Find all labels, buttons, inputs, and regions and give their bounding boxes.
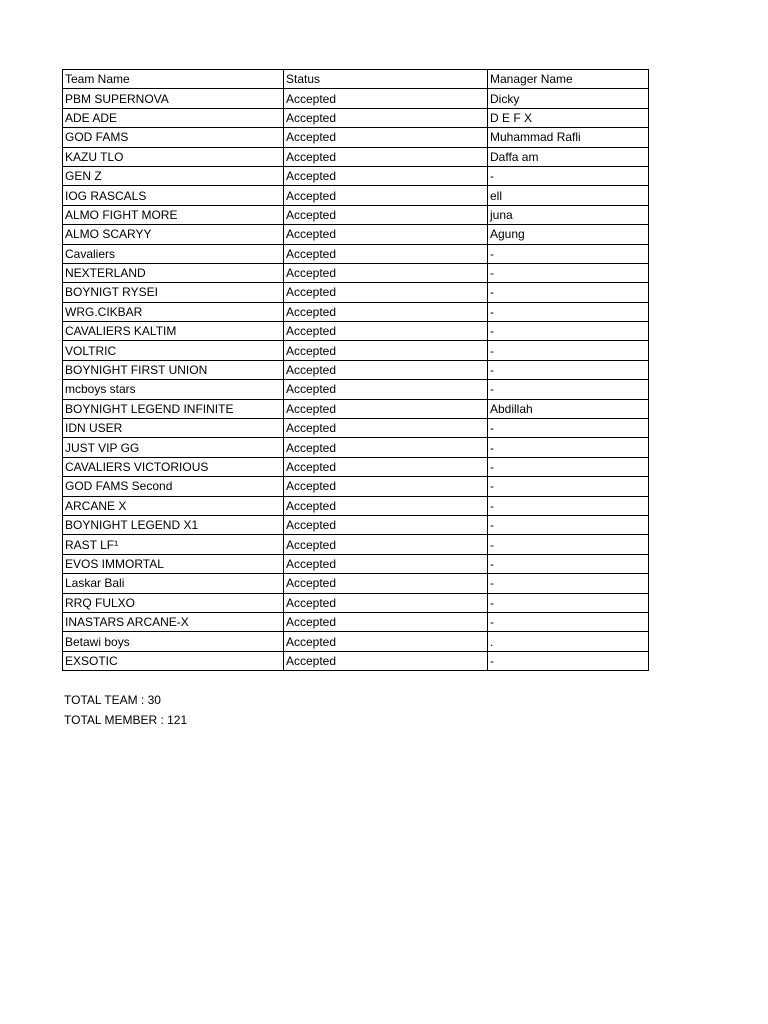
table-row [63,89,649,108]
manager-name-cell: - [488,457,649,476]
table-row [63,399,649,418]
status-cell: Accepted [284,457,488,476]
manager-name-cell: - [488,419,649,438]
table-row [63,205,649,224]
status-cell: Accepted [284,496,488,515]
status-cell: Accepted [284,302,488,321]
status-cell: Accepted [284,89,488,108]
team-name-cell: GEN Z [63,166,284,185]
team-name-cell: GOD FAMS Second [63,477,284,496]
team-name-cell: IOG RASCALS [63,186,284,205]
manager-name-cell: - [488,341,649,360]
status-cell: Accepted [284,147,488,166]
manager-name-cell: D E F X [488,108,649,127]
status-cell: Accepted [284,419,488,438]
team-name-cell: ALMO FIGHT MORE [63,205,284,224]
table-row [63,322,649,341]
manager-name-cell: - [488,554,649,573]
table-row [63,283,649,302]
team-name-cell: ARCANE X [63,496,284,515]
status-cell: Accepted [284,108,488,127]
manager-name-cell: - [488,302,649,321]
status-cell: Accepted [284,515,488,534]
status-cell: Accepted [284,612,488,631]
status-cell: Accepted [284,380,488,399]
table-body [63,89,649,671]
status-cell: Accepted [284,554,488,573]
table-row [63,128,649,147]
column-header-team-name: Team Name [63,70,284,89]
table-row [63,632,649,651]
table-row [63,147,649,166]
team-name-cell: RRQ FULXO [63,593,284,612]
manager-name-cell: Daffa am [488,147,649,166]
manager-name-cell: - [488,535,649,554]
table-row [63,477,649,496]
table-row [63,341,649,360]
team-name-cell: BOYNIGHT LEGEND INFINITE [63,399,284,418]
status-cell: Accepted [284,593,488,612]
status-cell: Accepted [284,166,488,185]
team-name-cell: Cavaliers [63,244,284,263]
team-name-cell: EXSOTIC [63,651,284,670]
manager-name-cell: - [488,360,649,379]
table-row [63,612,649,631]
status-cell: Accepted [284,574,488,593]
team-name-cell: BOYNIGT RYSEI [63,283,284,302]
manager-name-cell: Dicky [488,89,649,108]
table-row [63,108,649,127]
table-row [63,574,649,593]
table-row [63,593,649,612]
team-name-cell: JUST VIP GG [63,438,284,457]
table-row [63,554,649,573]
manager-name-cell: Agung [488,225,649,244]
manager-name-cell: - [488,438,649,457]
status-cell: Accepted [284,477,488,496]
manager-name-cell: - [488,612,649,631]
team-name-cell: KAZU TLO [63,147,284,166]
team-name-cell: CAVALIERS VICTORIOUS [63,457,284,476]
column-header-status: Status [284,70,488,89]
manager-name-cell: - [488,651,649,670]
status-cell: Accepted [284,360,488,379]
table-row [63,535,649,554]
team-registration-table [62,69,649,671]
manager-name-cell: - [488,477,649,496]
team-name-cell: ADE ADE [63,108,284,127]
status-cell: Accepted [284,341,488,360]
status-cell: Accepted [284,186,488,205]
team-name-cell: INASTARS ARCANE-X [63,612,284,631]
team-name-cell: BOYNIGHT FIRST UNION [63,360,284,379]
team-name-cell: WRG.CIKBAR [63,302,284,321]
table-row [63,186,649,205]
table-row [63,166,649,185]
manager-name-cell: juna [488,205,649,224]
table-row [63,438,649,457]
team-name-cell: Laskar Bali [63,574,284,593]
status-cell: Accepted [284,651,488,670]
table-row [63,515,649,534]
status-cell: Accepted [284,283,488,302]
table-row [63,302,649,321]
team-name-cell: IDN USER [63,419,284,438]
team-name-cell: ALMO SCARYY [63,225,284,244]
manager-name-cell: Abdillah [488,399,649,418]
team-name-cell: NEXTERLAND [63,263,284,282]
table-row [63,263,649,282]
manager-name-cell: - [488,263,649,282]
table-row [63,244,649,263]
team-name-cell: CAVALIERS KALTIM [63,322,284,341]
manager-name-cell: . [488,632,649,651]
manager-name-cell: - [488,166,649,185]
manager-name-cell: - [488,574,649,593]
table-row [63,457,649,476]
manager-name-cell: - [488,496,649,515]
table-row [63,419,649,438]
status-cell: Accepted [284,205,488,224]
table-row [63,360,649,379]
team-name-cell: mcboys stars [63,380,284,399]
manager-name-cell: - [488,283,649,302]
table-row [63,496,649,515]
manager-name-cell: - [488,322,649,341]
status-cell: Accepted [284,244,488,263]
team-name-cell: Betawi boys [63,632,284,651]
manager-name-cell: - [488,380,649,399]
team-name-cell: PBM SUPERNOVA [63,89,284,108]
total-member-label: TOTAL MEMBER : 121 [64,713,188,727]
total-team-label: TOTAL TEAM : 30 [64,693,161,707]
status-cell: Accepted [284,225,488,244]
status-cell: Accepted [284,399,488,418]
team-name-cell: BOYNIGHT LEGEND X1 [63,515,284,534]
column-header-manager-name: Manager Name [488,70,649,89]
table-row [63,380,649,399]
team-name-cell: VOLTRIC [63,341,284,360]
status-cell: Accepted [284,128,488,147]
table-header-row [63,70,649,89]
manager-name-cell: - [488,593,649,612]
status-cell: Accepted [284,438,488,457]
status-cell: Accepted [284,535,488,554]
team-name-cell: EVOS IMMORTAL [63,554,284,573]
status-cell: Accepted [284,632,488,651]
totals-section [64,690,187,730]
team-name-cell: RAST LF¹ [63,535,284,554]
manager-name-cell: Muhammad Rafli [488,128,649,147]
table-row [63,225,649,244]
manager-name-cell: - [488,515,649,534]
team-name-cell: GOD FAMS [63,128,284,147]
status-cell: Accepted [284,263,488,282]
table-row [63,651,649,670]
status-cell: Accepted [284,322,488,341]
manager-name-cell: - [488,244,649,263]
manager-name-cell: ell [488,186,649,205]
